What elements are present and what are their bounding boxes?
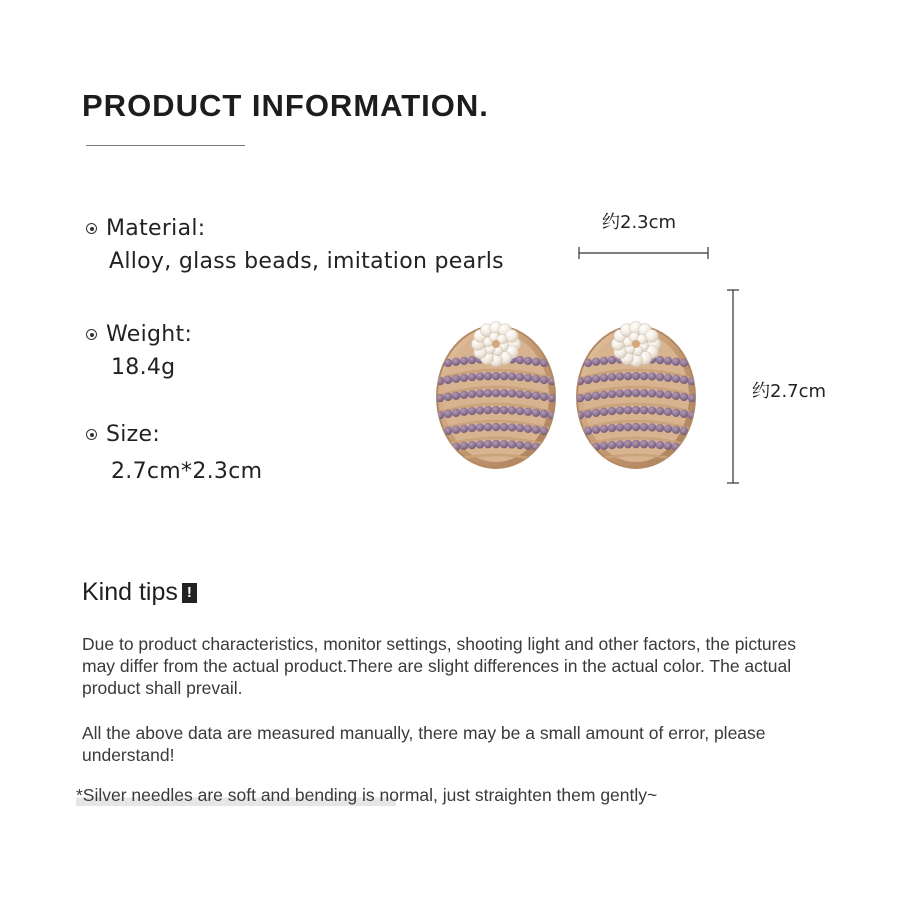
tips-note: *Silver needles are soft and bending is normal, just straighten them gently~: [76, 784, 661, 806]
page-title: PRODUCT INFORMATION.: [82, 88, 489, 123]
width-dimension-line: [579, 247, 708, 259]
weight-value: 18.4g: [111, 355, 176, 380]
kind-tips-heading: [82, 578, 197, 607]
earring-left: [436, 322, 556, 469]
earring-right: [576, 322, 696, 469]
height-dimension-line: [727, 290, 739, 483]
tips-paragraph-2: All the above data are measured manually, there may be a small amount of error, please understand!: [82, 723, 766, 765]
kind-tips-title: Kind tips: [82, 578, 178, 606]
tips-paragraph-1: Due to product characteristics, monitor settings, shooting light and other factors, the pictures may differ from the actual product.There are slight differences in the actual color. The actual product shall prevail.: [82, 634, 796, 698]
size-label: Size:: [106, 422, 161, 447]
width-measurement: 约2.3cm: [602, 212, 677, 233]
height-measurement: 约2.7cm: [752, 381, 827, 402]
material-label: Material:: [106, 216, 206, 241]
warning-icon: !: [182, 583, 197, 603]
size-value: 2.7cm*2.3cm: [111, 459, 263, 484]
weight-label: Weight:: [106, 322, 193, 347]
material-value: Alloy, glass beads, imitation pearls: [109, 249, 504, 274]
